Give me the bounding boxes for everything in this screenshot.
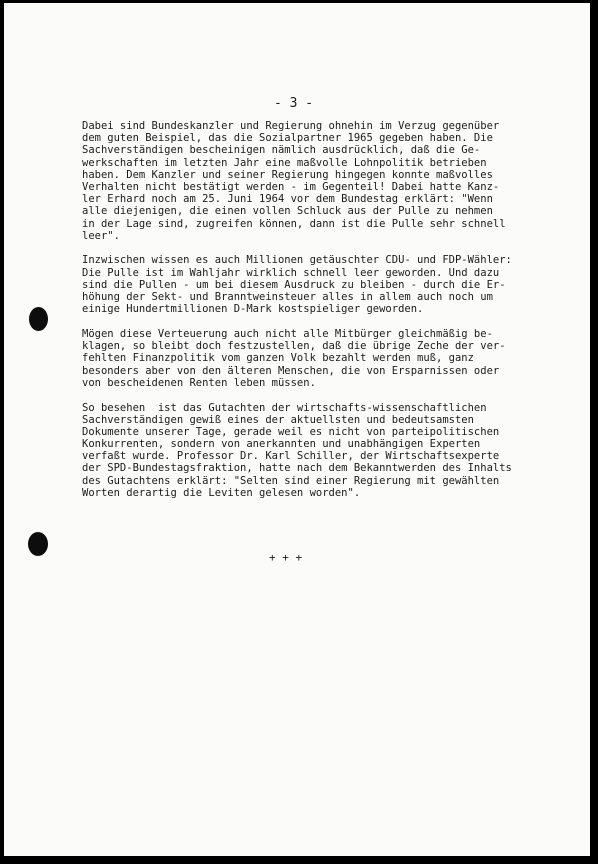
text-line: Sachverständigen bescheinigen nämlich ausdrücklich, daß die Ge- — [82, 144, 481, 157]
paragraph-1 — [82, 120, 582, 242]
text-line: Sachverständigen gewiß eines der aktuellsten und bedeutsamsten — [82, 413, 474, 426]
paragraph-4 — [82, 402, 582, 500]
text-line: sind die Pullen - um bei diesem Ausdruck zu bleiben - durch die Er- — [82, 278, 506, 291]
text-line: einige Hundertmillionen D-Mark kostspieliger geworden. — [82, 303, 424, 316]
text-line: höhung der Sekt- und Branntweinsteuer alles in allem auch noch um — [82, 291, 493, 304]
text-line: von bescheidenen Renten leben müssen. — [82, 376, 316, 389]
text-line: Konkurrenten, sondern von anerkannten und unabhängigen Experten — [82, 438, 481, 451]
text-line: leer". — [82, 229, 120, 242]
text-line: der SPD-Bundestagsfraktion, hatte nach dem Bekanntwerden des Inhalts — [82, 462, 512, 475]
paragraph-3 — [82, 328, 582, 389]
text-line: alle diejenigen, die einen vollen Schluck aus der Pulle zu nehmen — [82, 205, 493, 218]
text-line: Die Pulle ist im Wahljahr wirklich schnell leer geworden. Und dazu — [82, 266, 500, 279]
text-line: des Gutachtens erklärt: "Selten sind einer Regierung mit gewählten — [82, 474, 500, 487]
text-line: dem guten Beispiel, das die Sozialpartner 1965 gegeben haben. Die — [82, 132, 493, 145]
text-line: Dokumente unserer Tage, gerade weil es nicht von parteipolitischen — [82, 425, 500, 438]
text-line: Verhalten nicht bestätigt werden - im Gegenteil! Dabei hatte Kanz- — [82, 180, 500, 193]
text-line: klagen, so bleibt doch festzustellen, daß die übrige Zeche der ver- — [82, 340, 506, 353]
text-line: Dabei sind Bundeskanzler und Regierung ohnehin im Verzug gegenüber — [82, 120, 500, 132]
text-line: fehlten Finanzpolitik vom ganzen Volk bezahlt werden muß, ganz — [82, 352, 474, 365]
text-line: besonders aber von den älteren Menschen, die von Ersparnissen oder — [82, 364, 500, 377]
text-line: Inzwischen wissen es auch Millionen getäuschter CDU- und FDP-Wähler: — [82, 254, 512, 267]
text-line: verfaßt wurde. Professor Dr. Karl Schiller, der Wirtschaftsexperte — [82, 450, 500, 463]
text-line: ler Erhard noch am 25. Juni 1964 vor dem Bundestag erklärt: "Wenn — [82, 193, 493, 206]
paragraph-2 — [82, 254, 582, 315]
text-line: So besehen ist das Gutachten der wirtschafts-wissenschaftlichen — [82, 401, 487, 414]
text-line: in der Lage sind, zugreifen können, dann ist die Pulle sehr schnell — [82, 217, 506, 230]
punch-hole — [28, 532, 48, 556]
text-line: werkschaften im letzten Jahr eine maßvolle Lohnpolitik betrieben — [82, 156, 487, 169]
document-page — [4, 3, 590, 856]
text-line: Worten derartig die Leviten gelesen worden". — [82, 486, 361, 499]
punch-hole — [29, 307, 48, 331]
document-body — [82, 120, 582, 512]
end-mark: + + + — [269, 551, 303, 564]
page-number: - 3 - — [274, 96, 314, 111]
text-line: Mögen diese Verteuerung auch nicht alle Mitbürger gleichmäßig be- — [82, 328, 493, 340]
text-line: haben. Dem Kanzler und seiner Regierung hingegen konnte maßvolles — [82, 168, 493, 181]
